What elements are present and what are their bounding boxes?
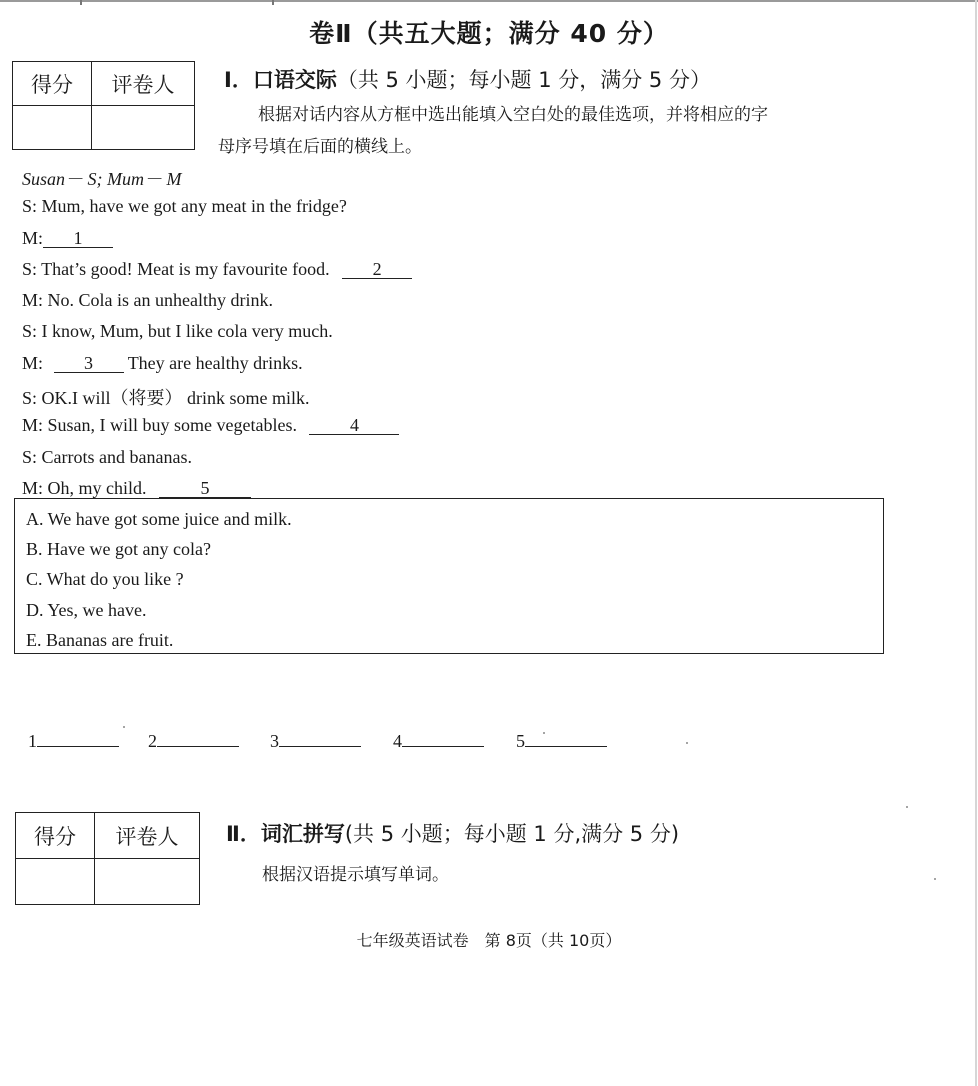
grader-label: 评卷人 bbox=[92, 62, 195, 106]
section1-instruction-line2: 母序号填在后面的横线上。 bbox=[218, 137, 422, 157]
option-d: D. Yes, we have. bbox=[26, 600, 147, 620]
dialogue-line: M: No. Cola is an unhealthy drink. bbox=[22, 290, 273, 310]
grader-cell[interactable] bbox=[92, 106, 195, 150]
section1-heading bbox=[224, 64, 711, 94]
section1-instruction-line1: 根据对话内容从方框中选出能填入空白处的最佳选项，并将相应的字 bbox=[258, 105, 768, 125]
answer-row-item: 4 bbox=[393, 728, 484, 752]
score-label: 得分 bbox=[16, 813, 95, 859]
answer-row-item: 2 bbox=[148, 728, 239, 752]
score-cell[interactable] bbox=[16, 859, 95, 905]
dialogue-line: S: That’s good! Meat is my favourite food. 2 bbox=[22, 259, 412, 280]
answer-blank[interactable]: 1 bbox=[43, 230, 113, 248]
section2-title-detail: (共 5 小题；每小题 1 分,满分 5 分) bbox=[344, 822, 680, 846]
answer-line[interactable] bbox=[402, 728, 484, 747]
dialogue-line: S: I know, Mum, but I like cola very much. bbox=[22, 321, 333, 341]
score-label: 得分 bbox=[13, 62, 92, 106]
scan-speck bbox=[543, 732, 545, 734]
answer-blank[interactable]: 2 bbox=[342, 261, 412, 279]
answer-blank[interactable]: 5 bbox=[159, 480, 251, 498]
grader-cell[interactable] bbox=[95, 859, 200, 905]
page-edge-line bbox=[975, 0, 977, 1086]
answer-line[interactable] bbox=[525, 728, 607, 747]
answer-row-item: 3 bbox=[270, 728, 361, 752]
exam-part-title: 卷Ⅱ（共五大题；满分 40 分） bbox=[309, 19, 669, 48]
answer-row-item: 1 bbox=[28, 728, 119, 752]
answer-row-item: 5 bbox=[516, 728, 607, 752]
scan-speck bbox=[934, 878, 936, 880]
option-c: C. What do you like ? bbox=[26, 569, 184, 589]
section2-instruction: 根据汉语提示填写单词。 bbox=[262, 865, 449, 885]
dialogue-line: S: Mum, have we got any meat in the fridge? bbox=[22, 196, 347, 216]
top-border-line bbox=[0, 0, 978, 2]
scan-speck bbox=[906, 806, 908, 808]
dialogue-line: M: 3 They are healthy drinks. bbox=[22, 353, 303, 373]
answer-line[interactable] bbox=[157, 728, 239, 747]
answer-line[interactable] bbox=[279, 728, 361, 747]
dialogue-line: M: Oh, my child. 5 bbox=[22, 478, 251, 499]
dialogue-line: M: Susan, I will buy some vegetables. 4 bbox=[22, 415, 399, 436]
dialogue-line: S: OK.I will（将要） drink some milk. bbox=[22, 388, 310, 408]
top-border-tick bbox=[272, 0, 274, 5]
dialogue-line: M: 1 bbox=[22, 228, 113, 249]
option-a: A. We have got some juice and milk. bbox=[26, 509, 292, 529]
grader-label: 评卷人 bbox=[95, 813, 200, 859]
page-footer: 七年级英语试卷 第 8页（共 10页） bbox=[356, 931, 622, 950]
option-e: E. Bananas are fruit. bbox=[26, 630, 174, 650]
top-border-tick bbox=[80, 0, 82, 5]
answer-blank[interactable]: 4 bbox=[309, 417, 399, 435]
dialogue-line: S: Carrots and bananas. bbox=[22, 447, 192, 467]
scan-speck bbox=[686, 742, 688, 744]
section1-title: Ⅰ．口语交际 bbox=[224, 68, 337, 92]
section2-title: Ⅱ．词汇拼写 bbox=[226, 822, 345, 846]
score-cell[interactable] bbox=[13, 106, 92, 150]
option-b: B. Have we got any cola? bbox=[26, 539, 211, 559]
section2-heading bbox=[226, 818, 679, 848]
section1-title-detail: （共 5 小题；每小题 1 分，满分 5 分） bbox=[336, 68, 711, 92]
answer-blank[interactable]: 3 bbox=[54, 355, 124, 373]
score-table-section2 bbox=[15, 812, 200, 905]
answer-line[interactable] bbox=[37, 728, 119, 747]
score-table-section1 bbox=[12, 61, 195, 150]
scan-speck bbox=[123, 726, 125, 728]
speaker-legend: Susan－ S; Mum－ M bbox=[22, 169, 182, 189]
